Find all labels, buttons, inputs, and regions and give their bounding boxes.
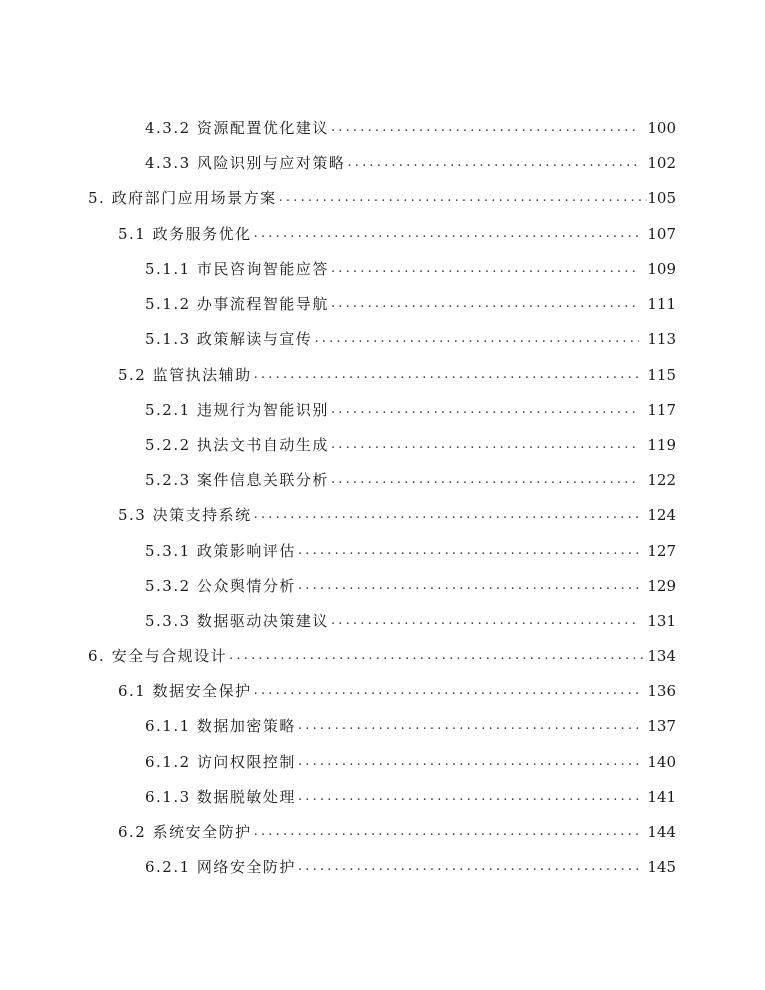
toc-page-number: 129: [647, 577, 676, 595]
toc-entry-title: 5.1.1 市民咨询智能应答: [145, 260, 329, 278]
toc-page-number: 137: [647, 717, 676, 735]
toc-leader-dots: [331, 436, 639, 454]
toc-entry-title: 6.2 系统安全防护: [118, 823, 252, 841]
toc-entry-title: 5.1.3 政策解读与宣传: [145, 330, 313, 348]
toc-page-number: 113: [647, 330, 676, 348]
toc-entry-title: 6.1 数据安全保护: [118, 682, 252, 700]
toc-entry[interactable]: [145, 605, 676, 631]
toc-entry-title: 6.2.1 网络安全防护: [145, 858, 296, 876]
toc-leader-dots: [254, 366, 640, 384]
toc-entry[interactable]: [145, 710, 676, 736]
toc-entry[interactable]: [145, 253, 676, 279]
toc-entry[interactable]: [88, 640, 676, 666]
toc-page-number: 144: [647, 823, 676, 841]
toc-page-number: 119: [647, 436, 676, 454]
toc-entry-title: 5.3.2 公众舆情分析: [145, 577, 296, 595]
toc-entry[interactable]: [118, 816, 676, 842]
toc-entry-title: 6.1.3 数据脱敏处理: [145, 788, 296, 806]
toc-leader-dots: [331, 401, 639, 419]
toc-leader-dots: [298, 753, 639, 771]
toc-entry-title: 5.3.1 政策影响评估: [145, 542, 296, 560]
toc-page-number: 105: [647, 189, 676, 207]
toc-entry-title: 5.1 政务服务优化: [118, 225, 252, 243]
toc-page-number: 107: [647, 225, 676, 243]
toc-leader-dots: [298, 542, 639, 560]
toc-entry-title: 6.1.1 数据加密策略: [145, 717, 296, 735]
toc-entry-title: 5.2 监管执法辅助: [118, 366, 252, 384]
toc-entry[interactable]: [145, 323, 676, 349]
toc-entry[interactable]: [145, 746, 676, 772]
toc-entry-title: 4.3.3 风险识别与应对策略: [145, 154, 346, 172]
toc-entry[interactable]: [145, 112, 676, 138]
toc-entry[interactable]: [145, 147, 676, 173]
toc-leader-dots: [331, 119, 639, 137]
toc-leader-dots: [331, 295, 639, 313]
toc-page-number: 140: [647, 753, 676, 771]
toc-entry[interactable]: [145, 570, 676, 596]
toc-page-number: 111: [647, 295, 676, 313]
toc-leader-dots: [314, 330, 639, 348]
toc-page-number: 122: [647, 471, 676, 489]
toc-entry[interactable]: [145, 429, 676, 455]
toc-entry-title: 5.2.3 案件信息关联分析: [145, 471, 329, 489]
toc-leader-dots: [298, 788, 639, 806]
toc-leader-dots: [331, 260, 639, 278]
toc-entry-title: 5.3 决策支持系统: [118, 506, 252, 524]
toc-entry[interactable]: [88, 182, 676, 208]
toc-page-number: 115: [647, 366, 676, 384]
toc-entry-title: 5.2.1 违规行为智能识别: [145, 401, 329, 419]
toc-page-number: 141: [647, 788, 676, 806]
toc-page-number: 134: [647, 647, 676, 665]
toc-entry[interactable]: [118, 499, 676, 525]
toc-leader-dots: [254, 682, 640, 700]
toc-entry-title: 6. 安全与合规设计: [88, 647, 228, 665]
toc-leader-dots: [254, 823, 640, 841]
toc-leader-dots: [298, 717, 639, 735]
toc-leader-dots: [254, 506, 640, 524]
toc-page-number: 100: [647, 119, 676, 137]
toc-leader-dots: [298, 858, 639, 876]
toc-entry[interactable]: [118, 675, 676, 701]
toc-page-number: 145: [647, 858, 676, 876]
toc-page-number: 117: [647, 401, 676, 419]
toc-page-number: 136: [647, 682, 676, 700]
toc-entry[interactable]: [145, 288, 676, 314]
toc-entry[interactable]: [118, 359, 676, 385]
toc-leader-dots: [279, 189, 648, 207]
toc-page-number: 127: [647, 542, 676, 560]
toc-entry[interactable]: [118, 218, 676, 244]
toc-entry[interactable]: [145, 781, 676, 807]
toc-leader-dots: [331, 612, 639, 630]
toc-entry[interactable]: [145, 394, 676, 420]
toc-entry-title: 6.1.2 访问权限控制: [145, 753, 296, 771]
toc-entry[interactable]: [145, 851, 676, 877]
toc-page-number: 109: [647, 260, 676, 278]
toc-leader-dots: [229, 647, 647, 665]
toc-entry-title: 5. 政府部门应用场景方案: [88, 189, 277, 207]
toc-leader-dots: [347, 154, 639, 172]
toc-leader-dots: [298, 577, 639, 595]
toc-leader-dots: [331, 471, 639, 489]
toc-entry-title: 4.3.2 资源配置优化建议: [145, 119, 329, 137]
toc-leader-dots: [254, 225, 640, 243]
toc-entry-title: 5.1.2 办事流程智能导航: [145, 295, 329, 313]
toc-page-number: 102: [647, 154, 676, 172]
toc-page-number: 124: [647, 506, 676, 524]
toc-entry-title: 5.3.3 数据驱动决策建议: [145, 612, 329, 630]
toc-entry[interactable]: [145, 535, 676, 561]
toc-entry[interactable]: [145, 464, 676, 490]
toc-page-number: 131: [647, 612, 676, 630]
toc-entry-title: 5.2.2 执法文书自动生成: [145, 436, 329, 454]
